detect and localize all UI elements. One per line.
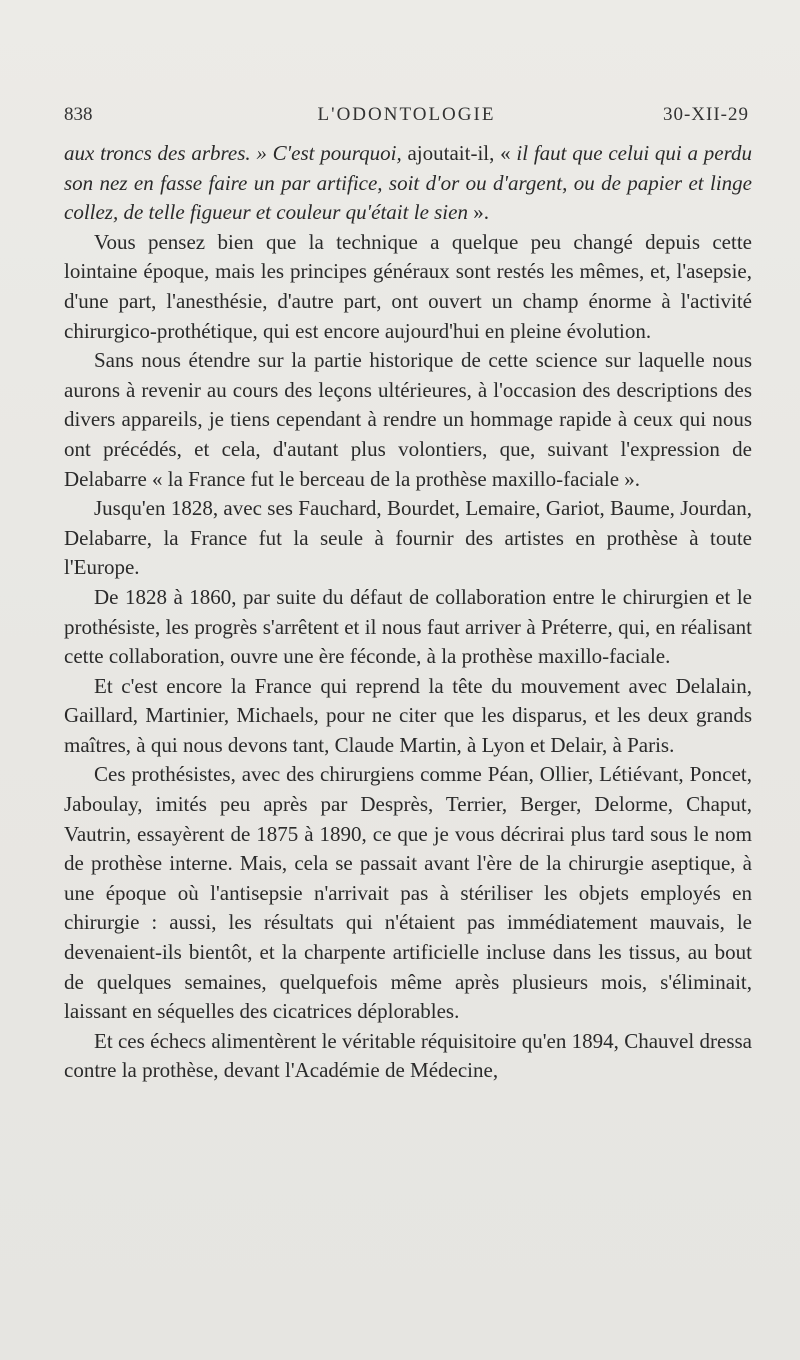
paragraph: Et c'est encore la France qui reprend la tête du mouvement avec Delalain, Gaillard, Martinier, Michaels, pour ne citer que les disparus, et les deux grands maîtres, à qui nous devons tant, Claude Martin, à Lyon et Delair, à Paris. (64, 673, 752, 757)
paragraph: Vous pensez bien que la technique a quelque peu changé depuis cette lointaine époque, mais les principes généraux sont restés les mêmes, et, l'asepsie, d'une part, l'anesthésie, d'autre part, ont ouvert un champ énorme à l'activité chirurgico-prothétique, qui est encore aujourd'hui en pleine évolution. (64, 229, 752, 343)
paragraph: De 1828 à 1860, par suite du défaut de collaboration entre le chirurgien et le prothésiste, les progrès s'arrêtent et il nous faut arriver à Préterre, qui, en réalisant cette collaboration, ouvre une ère féconde, à la prothèse maxillo-faciale. (64, 584, 752, 669)
running-title: L'ODONTOLOGIE (317, 104, 496, 125)
issue-date: 30-XII-29 (662, 104, 749, 125)
paragraph-quote-continuation (64, 139, 752, 228)
quote-connector: ajoutait-il, « (401, 141, 517, 165)
quote-close: ». (467, 200, 489, 225)
paragraph: Et ces échecs alimentèrent le véritable réquisitoire qu'en 1894, Chauvel dressa contre la prothèse, devant l'Académie de Médecine, (64, 1028, 752, 1083)
paragraph: Jusqu'en 1828, avec ses Fauchard, Bourdet, Lemaire, Gariot, Baume, Jourdan, Delabarre, la France fut la seule à fournir des artistes en prothèse à toute l'Europe. (64, 496, 752, 580)
running-header (64, 104, 749, 134)
page-number: 838 (64, 104, 93, 125)
quote-fragment-2: il faut que celui qui a perdu son nez en fasse faire un par artifice, soit d'or ou d'argent, ou de papier et linge collez, de telle figueur et couleur qu'était le sien (64, 141, 752, 225)
paragraph: Sans nous étendre sur la partie historique de cette science sur laquelle nous aurons à revenir au cours des leçons ultérieures, à l'occasion des descriptions des divers appareils, je tiens cependant à rendre un hommage rapide à ceux qui nous ont précédés, et cela, d'autant plus volontiers, que, suivant l'expression de Delabarre « la France fut le berceau de la prothèse maxillo-faciale ». (64, 348, 752, 491)
paragraph: Ces prothésistes, avec des chirurgiens comme Péan, Ollier, Létiévant, Poncet, Jaboulay, imités peu après par Desprès, Terrier, Berger, Delorme, Chaput, Vautrin, essayèrent de 1875 à 1890, ce que je vous décrirai plus tard sous le nom de prothèse interne. Mais, cela se passait avant l'ère de la chirurgie aseptique, à une époque où l'antisepsie n'arrivait pas à stériliser les objets employés en chirurgie : aussi, les résultats qui n'étaient pas immédiatement mauvais, le devenaient-ils bientôt, et la charpente artificielle incluse dans les tissus, au bout de quelques semaines, quelquefois même après plusieurs mois, s'éliminait, laissant en séquelles des cicatrices déplorables. (64, 762, 752, 1024)
quote-fragment-1: aux troncs des arbres. » C'est pourquoi, (64, 141, 402, 165)
body-text (64, 139, 752, 1086)
